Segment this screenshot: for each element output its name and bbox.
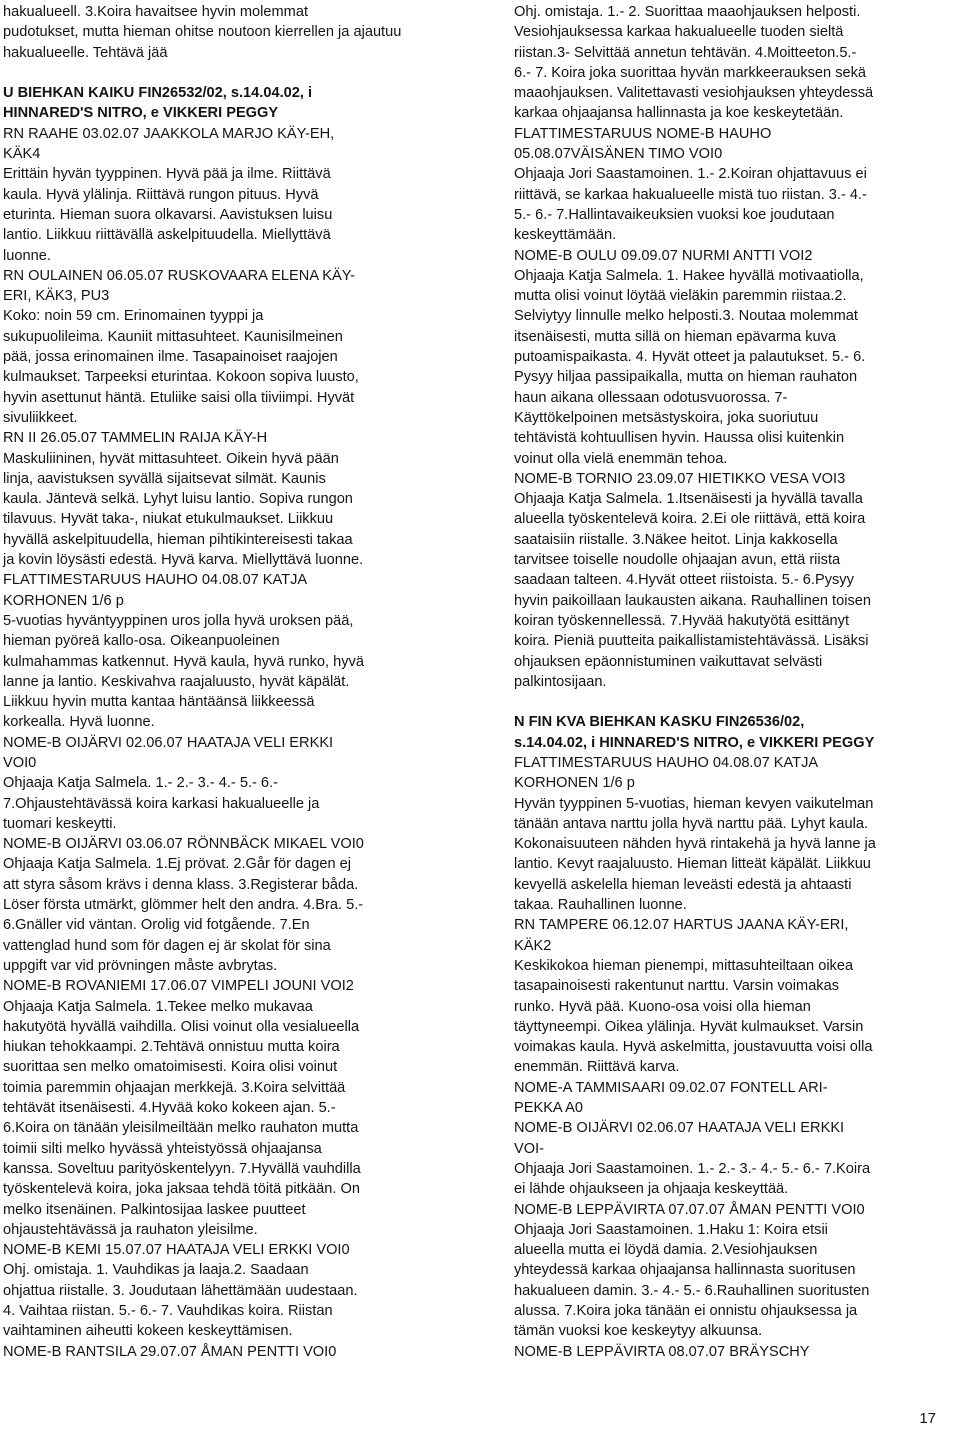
- text-line: KORHONEN 1/6 p: [3, 592, 124, 609]
- text-line: Ohjaaja Katja Salmela. 1.Itsenäisesti ja hyvällä tavalla: [514, 491, 863, 508]
- text-line: Pysyy hiljaa passipaikalla, mutta on hieman rauhaton: [514, 369, 858, 386]
- text-line: Ohjaaja Jori Saastamoinen. 1.Haku 1: Koira etsii: [514, 1221, 828, 1238]
- text-line: karkaa ohjaajansa hallinnasta ja koe keskeytetään.: [514, 105, 844, 122]
- text-line: RN TAMPERE 06.12.07 HARTUS JAANA KÄY-ERI,: [514, 917, 849, 934]
- text-line: KÄK2: [514, 937, 552, 954]
- text-line: suorittaa sen melko omatoimisesti. Koira olisi voinut: [3, 1059, 338, 1076]
- text-line: täyttyneempi. Oikea ylälinja. Hyvät kulmaukset. Varsin: [514, 1018, 864, 1035]
- text-line: alussa. 7.Koira joka tänään ei onnistu ohjauksessa ja: [514, 1303, 858, 1319]
- text-line: 05.08.07VÄISÄNEN TIMO VOI0: [514, 146, 723, 163]
- text-line: FLATTIMESTARUUS NOME-B HAUHO: [514, 125, 772, 142]
- text-line: Ohj. omistaja. 1. Vauhdikas ja laaja.2. Saadaan: [3, 1262, 309, 1279]
- text-line: kanssa. Soveltuu parityöskentelyyn. 7.Hyvällä vauhdilla: [3, 1160, 361, 1177]
- text-line: NOME-B OIJÄRVI 03.06.07 RÖNNBÄCK MIKAEL VOI0: [3, 836, 364, 853]
- text-line: Kokonaisuuteen nähden hyvä rintakehä ja hyvä lanne ja: [514, 836, 876, 853]
- text-line: sivuliikkeet.: [3, 409, 78, 426]
- text-line: hyvin asettunut häntä. Etuliike saisi olla tiiviimpi. Hyvät: [3, 389, 355, 406]
- text-line: tilavuus. Hyvät taka-, niukat etukulmaukset. Liikkuu: [3, 511, 334, 528]
- text-line: PEKKA A0: [514, 1100, 583, 1117]
- text-line: Löser första utmärkt, glömmer helt den andra. 4.Bra. 5.-: [3, 897, 364, 914]
- text-line: 6.- 7. Koira joka suorittaa hyvän markkeerauksen sekä: [514, 64, 867, 81]
- text-line: [3, 63, 469, 83]
- text-line: KÄK4: [3, 146, 41, 163]
- text-line: tänään antava narttu jolla hyvä narttu pää. Lyhyt kaula.: [514, 815, 868, 832]
- text-line: enemmän. Riittävä karva.: [514, 1059, 680, 1076]
- text-line: NOME-B OIJÄRVI 02.06.07 HAATAJA VELI ERKKI: [514, 1120, 845, 1137]
- text-line: RN II 26.05.07 TAMMELIN RAIJA KÄY-H: [3, 430, 268, 447]
- text-line: ei lähde ohjaukseen ja ohjaaja keskeyttää.: [514, 1181, 789, 1198]
- text-line: Käyttökelpoinen metsästyskoira, joka suoriutuu: [514, 409, 819, 426]
- text-line: NOME-B KEMI 15.07.07 HAATAJA VELI ERKKI VOI0: [3, 1242, 350, 1259]
- text-line: pää, jossa erinomainen ilme. Tasapainoiset raajojen: [3, 349, 338, 366]
- text-line: voinut olla vielä enemmän tehoa.: [514, 450, 728, 467]
- text-line: Vesiohjauksessa karkaa hakualueelle tuoden sieltä: [514, 24, 844, 41]
- text-line: korkealla. Hyvä luonne.: [3, 714, 155, 731]
- text-line: lanne ja lantio. Keskivahva raajaluusto, hyvät käpälät.: [3, 673, 350, 690]
- text-line: lantio. Liikkuu riittävällä askelpituudella. Miellyttävä: [3, 227, 331, 244]
- text-line: NOME-B ROVANIEMI 17.06.07 VIMPELI JOUNI VOI2: [3, 978, 354, 995]
- text-line: keskeyttämään.: [514, 227, 617, 244]
- text-line: att styra såsom krävs i denna klass. 3.Registerar båda.: [3, 876, 359, 893]
- text-line: Ohjaaja Katja Salmela. 1.Tekee melko mukavaa: [3, 998, 313, 1015]
- text-line: ERI, KÄK3, PU3: [3, 288, 110, 305]
- text-line: haun aikana ollessaan odotusvuorossa. 7-: [514, 389, 788, 406]
- text-line: Keskikokoa hieman pienempi, mittasuhteiltaan oikea: [514, 957, 854, 974]
- text-line: tehtävistä kohtuullisen hyvin. Haussa olisi kuitenkin: [514, 430, 845, 447]
- text-line: saadaan talteen. 4.Hyvät otteet riistoista. 5.- 6.Pysyy: [514, 572, 854, 589]
- text-line: Ohjaaja Katja Salmela. 1.- 2.- 3.- 4.- 5.- 6.-: [3, 775, 278, 792]
- text-line: luonne.: [3, 247, 51, 264]
- entry-heading: N FIN KVA BIEHKAN KASKU FIN26536/02,: [514, 714, 805, 731]
- text-line: palkintosijaan.: [514, 673, 607, 690]
- text-line: hyvällä askelpituudella, hieman pihtikintereisesti takaa: [3, 531, 353, 548]
- text-line: NOME-B LEPPÄVIRTA 07.07.07 ÅMAN PENTTI VOI0: [514, 1201, 865, 1218]
- text-line: tuomari keskeytti.: [3, 815, 117, 832]
- text-line: Hyvän tyyppinen 5-vuotias, hieman kevyen vaikutelman: [514, 795, 874, 812]
- text-line: toimia paremmin ohjaajan merkkejä. 3.Koira selvittää: [3, 1079, 346, 1096]
- text-line: koiran työskennellessä. 7.Hyvää hakutyötä esittänyt: [514, 612, 850, 629]
- text-line: kevyellä askelella hieman leveästi edestä ja ahtaasti: [514, 876, 852, 893]
- text-line: 5.- 6.- 7.Hallintavaikeuksien vuoksi koe joudutaan: [514, 206, 835, 223]
- text-line: hiukan tehokkaampi. 2.Tehtävä onnistuu mutta koira: [3, 1039, 340, 1056]
- text-line: Erittäin hyvän tyyppinen. Hyvä pää ja ilme. Riittävä: [3, 166, 331, 183]
- text-line: NOME-B OIJÄRVI 02.06.07 HAATAJA VELI ERKKI: [3, 734, 334, 751]
- text-line: ohjauksen epäonnistuminen vaikuttavat selvästi: [514, 653, 823, 670]
- text-line: Liikkuu hyvin mutta kantaa häntäänsä liikkeessä: [3, 694, 315, 711]
- text-line: Selviytyy linnulle melko helposti.3. Noutaa molemmat: [514, 308, 858, 325]
- text-line: [514, 692, 958, 712]
- text-line: hakualueelle. Tehtävä jää: [3, 44, 168, 61]
- text-line: 4. Vaihtaa riistan. 5.- 6.- 7. Vauhdikas koira. Riistan: [3, 1303, 333, 1319]
- text-line: uppgift var vid prövningen måste avbrytas.: [3, 957, 278, 974]
- text-line: ja kovin löysästi edestä. Hyvä karva. Miellyttävä luonne.: [3, 552, 364, 569]
- text-line: NOME-B TORNIO 23.09.07 HIETIKKO VESA VOI3: [514, 470, 846, 487]
- entry-heading: HINNARED'S NITRO, e VIKKERI PEGGY: [3, 105, 279, 122]
- text-line: Ohjaaja Jori Saastamoinen. 1.- 2.Koiran ohjattavuus ei: [514, 166, 867, 183]
- entry-heading: U BIEHKAN KAIKU FIN26532/02, s.14.04.02, i: [3, 85, 313, 102]
- page-number: 17: [919, 1410, 936, 1427]
- text-line: RN OULAINEN 06.05.07 RUSKOVAARA ELENA KÄY-: [3, 267, 356, 284]
- text-line: RN RAAHE 03.02.07 JAAKKOLA MARJO KÄY-EH,: [3, 125, 335, 142]
- text-line: NOME-B OULU 09.09.07 NURMI ANTTI VOI2: [514, 247, 813, 264]
- text-line: VOI-: [514, 1140, 544, 1157]
- text-line: KORHONEN 1/6 p: [514, 775, 635, 792]
- text-line: 6.Koira on tänään yleisilmeiltään melko rauhaton mutta: [3, 1120, 359, 1137]
- text-line: melko itsenäinen. Palkintosijaa laskee puutteet: [3, 1201, 306, 1218]
- text-line: kaula. Hyvä ylälinja. Riittävä rungon pituus. Hyvä: [3, 186, 319, 203]
- text-line: Koko: noin 59 cm. Erinomainen tyyppi ja: [3, 308, 264, 325]
- text-line: NOME-B RANTSILA 29.07.07 ÅMAN PENTTI VOI0: [3, 1343, 337, 1360]
- text-line: alueella työskentelevä koira. 2.Ei ole riittävä, että koira: [514, 511, 866, 528]
- text-line: eturinta. Hieman suora olkavarsi. Aavistuksen luisu: [3, 206, 333, 223]
- text-line: 7.Ohjaustehtävässä koira karkasi hakualueelle ja: [3, 795, 320, 812]
- text-line: NOME-A TAMMISAARI 09.02.07 FONTELL ARI-: [514, 1079, 828, 1096]
- entry-heading: s.14.04.02, i HINNARED'S NITRO, e VIKKERI PEGGY: [514, 734, 875, 751]
- text-line: Ohj. omistaja. 1.- 2. Suorittaa maaohjauksen helposti.: [514, 4, 861, 20]
- text-line: riittävä, se karkaa hakualueelle mistä tuo riistan. 3.- 4.-: [514, 186, 867, 203]
- text-line: Ohjaaja Katja Salmela. 1. Hakee hyvällä motivaatiolla,: [514, 267, 864, 284]
- text-line: riistan.3- Selvittää annetun tehtävän. 4.Moitteeton.5.-: [514, 44, 857, 61]
- text-line: vattenglad hund som för dagen ej är skolat för sina: [3, 937, 331, 954]
- text-line: 6.Gnäller vid väntan. Orolig vid fotgående. 7.En: [3, 917, 310, 934]
- text-line: VOI0: [3, 754, 37, 771]
- text-line: mutta olisi voinut löytää vieläkin paremmin riistaa.2.: [514, 288, 847, 305]
- text-line: työskentelevä koira, joka jaksaa tehdä töitä pitkään. On: [3, 1181, 360, 1198]
- text-line: hieman pyöreä kallo-osa. Oikeanpuoleinen: [3, 633, 280, 650]
- text-line: kulmaukset. Tarpeeksi eturintaa. Kokoon sopiva luusto,: [3, 369, 359, 386]
- text-line: lantio. Kevyt raajaluusto. Hieman litteät käpälät. Liikkuu: [514, 856, 871, 873]
- text-line: saataisiin riistalle. 3.Näkee heitot. Linja kakkosella: [514, 531, 838, 548]
- text-line: vaihtaminen aiheutti kokeen keskeyttämisen.: [3, 1323, 293, 1340]
- text-line: ohjattua riistalle. 3. Joudutaan lähettämään uudestaan.: [3, 1282, 358, 1299]
- left-column: [3, 2, 469, 1362]
- text-line: putoamispaikasta. 4. Hyvät otteet ja palautukset. 5.- 6.: [514, 349, 866, 366]
- text-line: sukupuolileima. Kauniit mittasuhteet. Kaunisilmeinen: [3, 328, 343, 345]
- text-line: FLATTIMESTARUUS HAUHO 04.08.07 KATJA: [3, 572, 308, 589]
- text-line: tämän vuoksi koe keskeytyy alkuunsa.: [514, 1323, 763, 1340]
- text-line: 5-vuotias hyväntyyppinen uros jolla hyvä uroksen pää,: [3, 612, 354, 629]
- text-line: hakutyötä hyvällä vaihdilla. Olisi voinut olla vesialueella: [3, 1018, 360, 1035]
- text-line: tarvitsee toiselle noudolle ohjaajan avun, että riista: [514, 552, 841, 569]
- text-line: NOME-B LEPPÄVIRTA 08.07.07 BRÄYSCHY: [514, 1343, 810, 1360]
- text-line: yhteydessä karkaa ohjaajansa hallinnasta suoritusen: [514, 1262, 856, 1279]
- text-line: kulmahammas katkennut. Hyvä kaula, hyvä runko, hyvä: [3, 653, 364, 670]
- text-line: tehtävät itsenäisesti. 4.Hyvää koko kokeen ajan. 5.-: [3, 1100, 336, 1117]
- text-line: hakualueen damin. 3.- 4.- 5.- 6.Rauhallinen suoritusten: [514, 1282, 870, 1299]
- text-line: voimakas kaula. Hyvä askelmitta, joustavuutta voisi olla: [514, 1039, 873, 1056]
- text-line: pudotukset, mutta hieman ohitse noutoon kierrellen ja ajautuu: [3, 24, 402, 41]
- text-line: kaula. Jäntevä selkä. Lyhyt luisu lantio. Sopiva rungon: [3, 491, 353, 508]
- text-line: hyvin paikoillaan laukausten aikana. Rauhallinen toisen: [514, 592, 871, 609]
- text-line: tasapainoisesti rakentunut narttu. Varsin voimakas: [514, 978, 840, 995]
- text-line: hakualueell. 3.Koira havaitsee hyvin molemmat: [3, 4, 309, 20]
- text-line: linja, aavistuksen syvällä sijaitsevat silmät. Kaunis: [3, 470, 326, 487]
- text-line: alueella mutta ei löydä damia. 2.Vesiohjauksen: [514, 1242, 818, 1259]
- text-line: Ohjaaja Katja Salmela. 1.Ej prövat. 2.Går för dagen ej: [3, 856, 352, 873]
- text-line: takaa. Rauhallinen luonne.: [514, 897, 687, 914]
- text-line: Maskuliininen, hyvät mittasuhteet. Oikein hyvä pään: [3, 450, 339, 467]
- text-line: itsenäisesti, mutta sillä on hieman epävarma kuva: [514, 328, 837, 345]
- text-line: maaohjauksen. Valitettavasti vesiohjauksen yhteydessä: [514, 85, 874, 102]
- text-line: toimii silti melko hyvässä yhteistyössä ohjaajansa: [3, 1140, 322, 1157]
- text-line: Ohjaaja Jori Saastamoinen. 1.- 2.- 3.- 4.- 5.- 6.- 7.Koira: [514, 1160, 871, 1177]
- text-line: ohjaustehtävässä ja rauhaton yleisilme.: [3, 1221, 258, 1238]
- text-line: koira. Pieniä puutteita paikallistamistehtävässä. Lisäksi: [514, 633, 869, 650]
- text-line: FLATTIMESTARUUS HAUHO 04.08.07 KATJA: [514, 754, 819, 771]
- right-column: [514, 2, 958, 1362]
- text-line: runko. Hyvä pää. Kuono-osa voisi olla hieman: [514, 998, 811, 1015]
